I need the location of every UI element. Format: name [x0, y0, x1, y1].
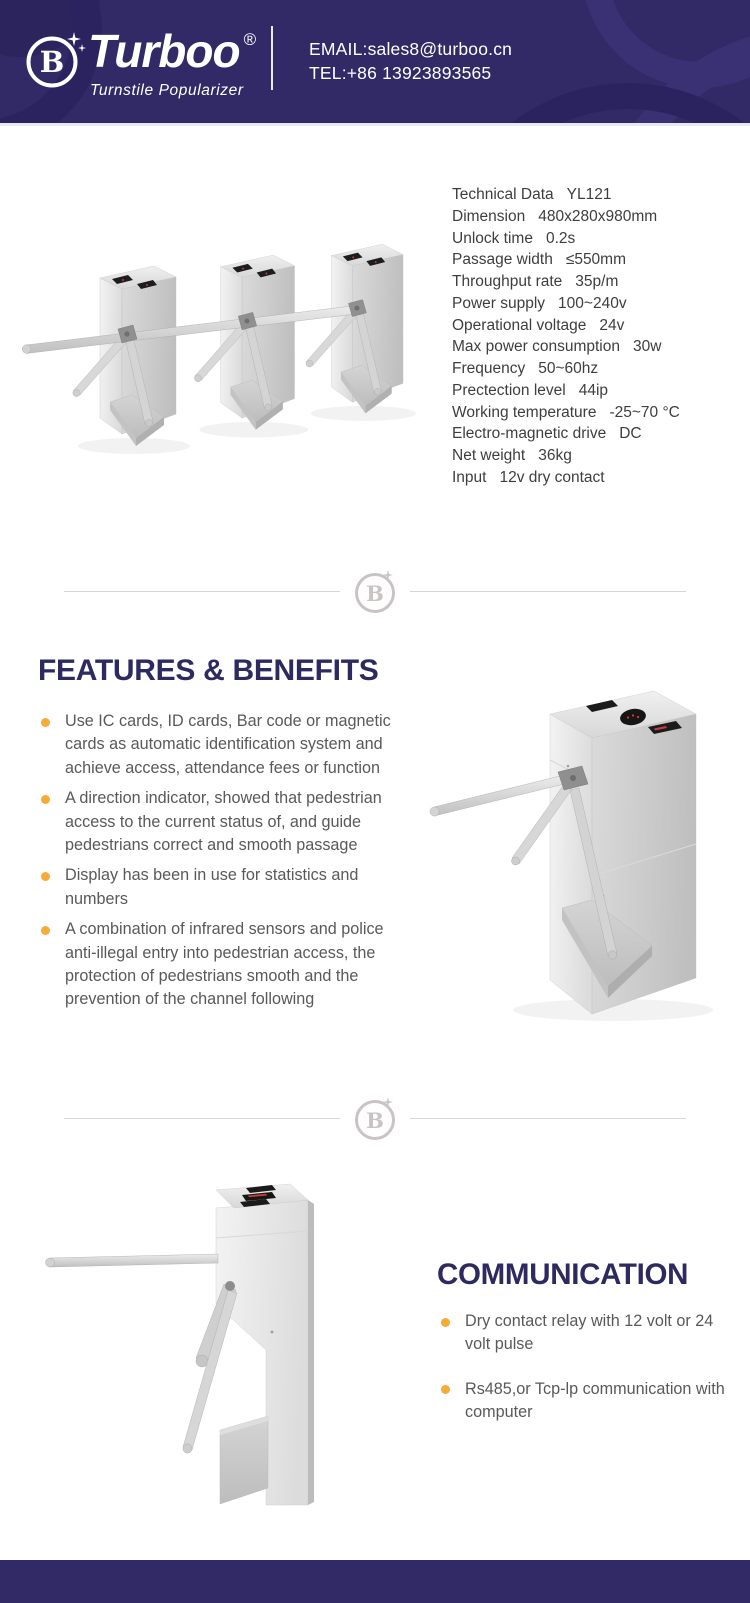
- product-image-turnstile-row: [8, 233, 440, 491]
- bullet-dot-icon: [441, 1318, 450, 1327]
- tech-value: 0.2s: [545, 229, 576, 247]
- header: [0, 0, 750, 126]
- tech-value: 50~60hz: [538, 360, 599, 377]
- header-divider-line: [271, 26, 273, 90]
- features-title: FEATURES & BENEFITS: [38, 654, 379, 687]
- tech-value: 480x280x980mm: [538, 207, 658, 225]
- brand-tagline: Turnstile Popularizer: [90, 82, 244, 99]
- tech-row: [452, 249, 680, 271]
- divider-line: [410, 1118, 686, 1119]
- product-image-turnstile-front: [0, 1132, 420, 1508]
- divider-line: [64, 591, 340, 592]
- communication-title: COMMUNICATION: [437, 1258, 689, 1291]
- tech-value: DC: [619, 425, 642, 443]
- tech-label: Operational voltage: [452, 316, 587, 334]
- sparkle-icon-small: [78, 44, 86, 52]
- tech-row: [452, 228, 680, 250]
- section-divider: [64, 567, 686, 615]
- product-image-turnstile-single: [398, 664, 746, 1032]
- divider-line: [64, 1118, 340, 1119]
- communication-item: [440, 1310, 742, 1357]
- tech-label: Dimension: [452, 207, 526, 225]
- bullet-dot-icon: [41, 926, 50, 935]
- brand-mark-letter: B: [39, 45, 65, 79]
- feature-text: A combination of infrared sensors and police anti-illegal entry into pedestrian access, the protection of pedestrians smooth and the prevention of the channel following: [65, 920, 384, 1009]
- tech-value: YL121: [566, 186, 612, 203]
- contact-block: [309, 37, 512, 85]
- tech-row: [452, 336, 680, 358]
- communication-list: [440, 1310, 742, 1446]
- divider-line: [410, 591, 686, 592]
- feature-text: A direction indicator, showed that pedestrian access to the current status of, and guide pedestrians correct and smooth passage: [65, 789, 382, 855]
- tech-specs: [452, 184, 680, 489]
- tech-value: ≤550mm: [565, 251, 627, 269]
- tech-row: [452, 358, 680, 380]
- svg-text:B: B: [366, 1108, 384, 1133]
- tech-label: Technical Data: [452, 186, 554, 203]
- tech-value: 44ip: [578, 381, 609, 399]
- tech-value: 36kg: [538, 447, 572, 464]
- tech-row: [452, 467, 680, 489]
- contact-tel: TEL:+86 13923893565: [309, 63, 492, 83]
- feature-item: [40, 918, 392, 1012]
- tech-row: [452, 293, 680, 315]
- brand-logo-icon: [24, 28, 86, 92]
- registered-mark: ®: [243, 30, 257, 49]
- tech-row: [452, 184, 680, 206]
- tech-label: Input: [452, 468, 487, 486]
- tech-label: Net weight: [452, 447, 526, 464]
- tech-value: -25~70 °C: [609, 403, 680, 421]
- tech-value: 30w: [633, 338, 662, 356]
- feature-item: [40, 710, 392, 780]
- divider-brand-icon: [352, 567, 398, 615]
- features-list: [40, 710, 392, 1019]
- tech-row: [452, 206, 680, 228]
- bullet-dot-icon: [41, 872, 50, 881]
- tech-value: 24v: [599, 316, 625, 334]
- feature-item: [40, 864, 392, 911]
- tech-label: Electro-magnetic drive: [452, 425, 607, 443]
- feature-text: Use IC cards, ID cards, Bar code or magnetic cards as automatic identification system and achieve access, attendance fees or function: [65, 712, 391, 777]
- brand-name: Turboo: [88, 25, 240, 77]
- bullet-dot-icon: [41, 718, 50, 727]
- contact-email: EMAIL:sales8@turboo.cn: [309, 39, 513, 59]
- svg-text:B: B: [366, 581, 384, 606]
- tech-label: Throughput rate: [452, 273, 563, 290]
- communication-item: [440, 1378, 742, 1425]
- tech-value: 12v dry contact: [499, 468, 605, 486]
- tech-row: [452, 380, 680, 402]
- tech-row: [452, 271, 680, 293]
- tech-value: 100~240v: [558, 294, 627, 312]
- tech-label: Unlock time: [452, 229, 533, 247]
- tech-row: [452, 315, 680, 337]
- communication-text: Dry contact relay with 12 volt or 24 volt pulse: [465, 1312, 714, 1354]
- tech-label: Passage width: [452, 251, 553, 269]
- bullet-dot-icon: [41, 795, 50, 804]
- brand-name-line: [88, 25, 257, 77]
- communication-text: Rs485,or Tcp-lp communication with computer: [465, 1379, 725, 1422]
- tech-row: [452, 445, 680, 467]
- footer-band: [0, 1560, 750, 1603]
- tech-label: Working temperature: [452, 403, 597, 421]
- feature-text: Display has been in use for statistics and numbers: [65, 866, 359, 908]
- tech-label: Prectection level: [452, 381, 566, 399]
- tech-row: [452, 402, 680, 424]
- bullet-dot-icon: [441, 1385, 450, 1394]
- tech-label: Power supply: [452, 294, 546, 312]
- feature-item: [40, 787, 392, 857]
- tech-label: Frequency: [452, 360, 526, 377]
- tech-row: [452, 423, 680, 445]
- tech-value: 35p/m: [575, 273, 619, 290]
- tech-label: Max power consumption: [452, 338, 620, 356]
